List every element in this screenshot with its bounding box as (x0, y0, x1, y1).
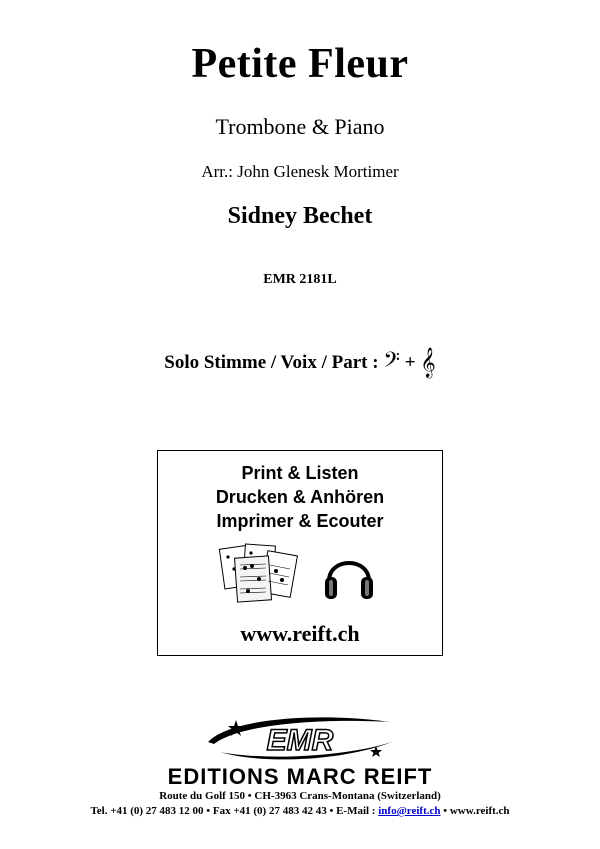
instrumentation: Trombone & Piano (215, 114, 385, 139)
plus-sign: + (404, 352, 416, 373)
treble-clef-icon: 𝄞 (420, 348, 436, 378)
sheet-music-icon (218, 543, 302, 603)
headphones-icon (323, 547, 375, 603)
website-text: • www.reift.ch (443, 805, 510, 817)
promo-line-en: Print & Listen (241, 463, 359, 483)
part-line (0, 348, 600, 379)
publisher-contact (0, 805, 600, 817)
contact-prefix: Tel. +41 (0) 27 483 12 00 • Fax +41 (0) 27 483 42 43 • E-Mail : (90, 805, 376, 817)
publisher-address: Route du Golf 150 • CH-3963 Crans-Montana (Switzerland) (159, 790, 441, 802)
email-link[interactable]: info@reift.ch (378, 805, 441, 817)
catalog-code: EMR 2181L (263, 272, 337, 287)
composer: Sidney Bechet (227, 203, 373, 229)
promo-lines (158, 461, 442, 533)
part-label: Solo Stimme / Voix / Part : (164, 352, 379, 373)
print-listen-box[interactable] (157, 450, 443, 656)
arranger: Arr.: John Glenesk Mortimer (201, 162, 399, 181)
promo-url-link[interactable]: www.reift.ch (240, 621, 360, 646)
page-title: Petite Fleur (191, 41, 409, 87)
bass-clef-icon: 𝄢 (383, 348, 401, 378)
logo-mark: EMR (266, 724, 334, 757)
promo-line-fr: Imprimer & Ecouter (216, 511, 384, 531)
promo-line-de: Drucken & Anhören (215, 487, 385, 507)
emr-logo (200, 712, 400, 762)
publisher-name: EDITIONS MARC REIFT (167, 764, 433, 789)
